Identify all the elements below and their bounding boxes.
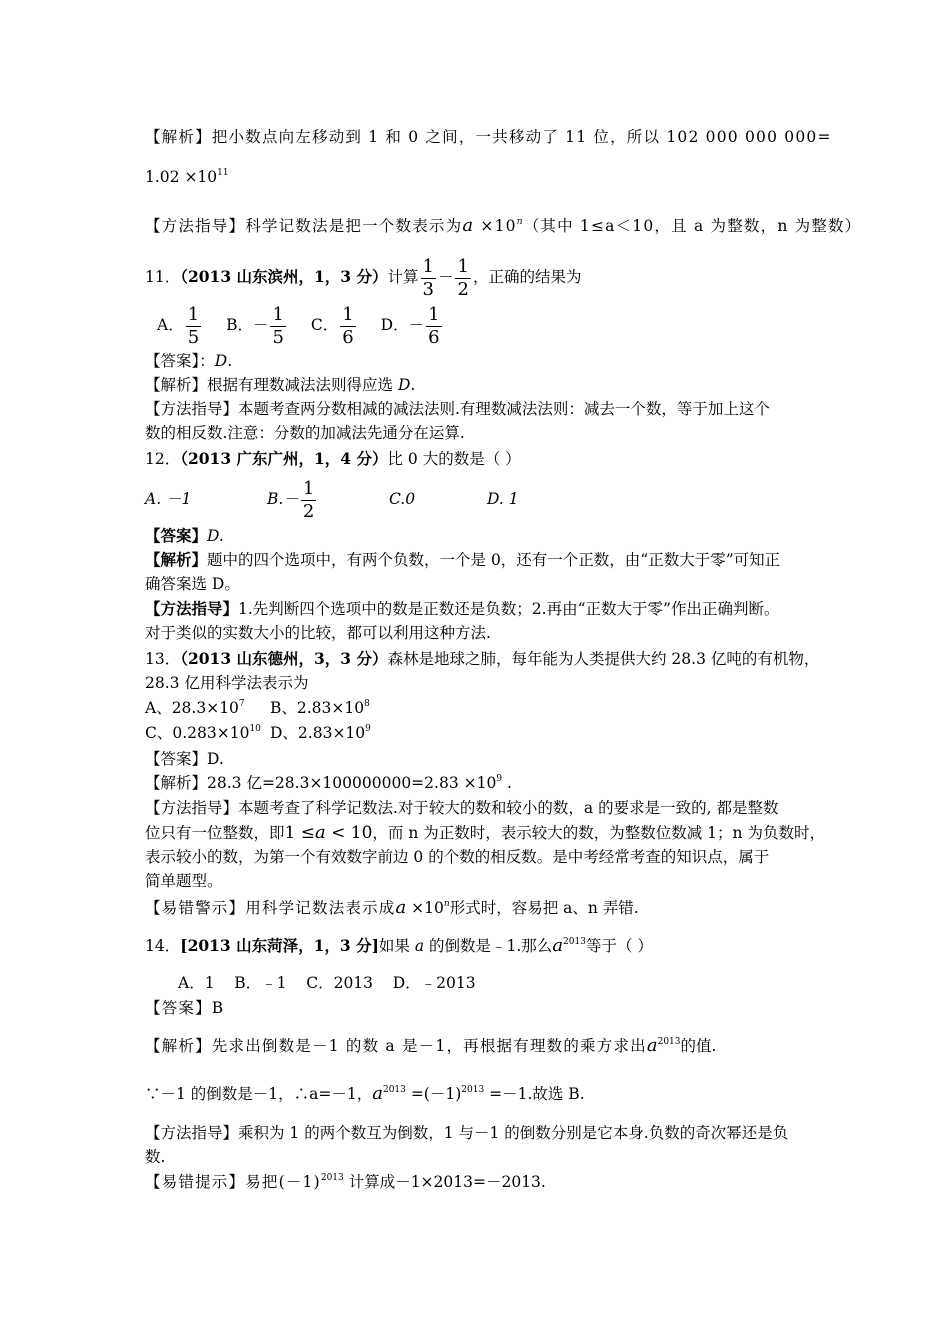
q11-method-2 xyxy=(145,422,465,444)
q13-option-b xyxy=(270,697,370,719)
q12-method-2 xyxy=(145,622,491,644)
q13-source: （2013 山东德州，3，3 分） xyxy=(180,649,388,668)
option-fraction xyxy=(301,478,316,523)
option-label: B.－ xyxy=(267,490,299,508)
method-line xyxy=(145,215,861,237)
q13-answer xyxy=(145,748,224,770)
method-text: 【方法指导】乘积为 1 的两个数互为倒数，1 与－1 的倒数分别是它本身.负数的奇次幂还是负 xyxy=(145,1124,789,1142)
q12-option-c: C.0 xyxy=(389,490,416,508)
q12-option-b xyxy=(267,476,389,523)
math-var-a: a xyxy=(646,1035,658,1056)
option-label: D．－ xyxy=(380,316,425,334)
option-label: A． xyxy=(157,316,184,334)
method-label: 【方法指导】 xyxy=(145,599,239,618)
q13-error-warning xyxy=(145,897,639,919)
method-condition: （其中 1≤a＜10，且 a 为整数，n 为整数） xyxy=(523,217,862,235)
q14-method-2 xyxy=(145,1146,165,1168)
q11-option-b xyxy=(226,303,288,349)
q13-options-ab xyxy=(145,697,370,719)
q13-stem-text: 28.3 亿用科学法表示为 xyxy=(145,674,309,692)
method-text: 【方法指导】本题考查两分数相减的减法法则.有理数减法法则：减去一个数，等于加上这个 xyxy=(145,400,770,418)
q12-options xyxy=(145,476,519,523)
q11-source: （2013 山东滨州，1，3 分） xyxy=(180,267,388,286)
numerator: 1 xyxy=(342,303,354,325)
q11-answer xyxy=(145,350,232,372)
q11-options xyxy=(157,303,444,349)
q14-answer xyxy=(145,997,224,1019)
method-text: 位只有一位整数，即 xyxy=(145,824,285,842)
q14-options xyxy=(178,972,476,994)
answer-text: 【答案】D. xyxy=(145,750,224,768)
analysis-period: . xyxy=(502,774,512,792)
fraction-one-half xyxy=(455,256,470,301)
analysis-line xyxy=(145,126,832,148)
denominator: 6 xyxy=(428,326,440,348)
math-exponent-n: n xyxy=(443,899,450,909)
answer-label: 【答案】 xyxy=(145,526,208,545)
option-text: C、0.283×10 xyxy=(145,724,250,742)
solution-text: =－1.故选 B. xyxy=(484,1085,585,1103)
math-times-ten: ×10 xyxy=(474,217,517,235)
q14-method-1 xyxy=(145,1122,788,1144)
numerator: 1 xyxy=(187,303,200,325)
q14-analysis xyxy=(145,1035,716,1057)
math-var-a: a xyxy=(314,822,326,843)
q13-option-d xyxy=(270,722,371,744)
math-var-a: a xyxy=(462,215,475,236)
denominator: 6 xyxy=(342,326,354,348)
q14-error-tip xyxy=(145,1171,546,1193)
answer-value: D xyxy=(214,352,228,370)
q13-method-3 xyxy=(145,846,769,868)
q13-method-1 xyxy=(145,797,778,819)
analysis-text: 的值. xyxy=(680,1037,717,1055)
option-fraction xyxy=(340,304,355,349)
option-label: C． xyxy=(310,316,339,334)
q12-option-a: A. －1 xyxy=(145,490,192,508)
q13-options-cd xyxy=(145,722,371,744)
option-exponent: 10 xyxy=(249,724,261,734)
numerator: 1 xyxy=(272,303,284,325)
answer-text: 【答案】B xyxy=(145,999,225,1017)
q13-method-2 xyxy=(145,822,825,844)
option-text: D、2.83×10 xyxy=(270,724,366,742)
denominator: 3 xyxy=(422,278,434,300)
method-text: 简单题型。 xyxy=(145,872,223,890)
math-exponent: 2013 xyxy=(563,937,586,947)
analysis-text: 确答案选 D。 xyxy=(145,575,240,593)
result-base: 1.02 ×10 xyxy=(145,168,218,186)
q14-solution xyxy=(145,1083,585,1105)
denominator: 5 xyxy=(272,326,284,348)
math-exponent: 9 xyxy=(496,774,503,784)
analysis-choice: D xyxy=(397,376,411,394)
q11-option-c xyxy=(311,303,358,349)
q14-stem-text: 如果 xyxy=(378,937,415,955)
q12-analysis-1 xyxy=(145,549,780,571)
math-exponent: 2013 xyxy=(320,1173,344,1183)
solution-text: ∵－1 的倒数是－1，∴a=－1， xyxy=(145,1085,373,1103)
math-var-a: a xyxy=(414,937,425,955)
q14-number: 14． xyxy=(145,937,181,955)
q12-analysis-2 xyxy=(145,573,240,595)
numerator: 1 xyxy=(422,255,434,277)
method-text: 数的相反数.注意：分数的加减法先通分在运算. xyxy=(145,424,465,442)
option-exponent: 9 xyxy=(365,724,371,734)
analysis-period: . xyxy=(410,376,416,394)
warning-text: 形式时，容易把 a、n 弄错. xyxy=(449,899,639,917)
analysis-text: 【解析】根据有理数减法法则得应选 xyxy=(145,376,398,394)
numerator: 1 xyxy=(457,255,469,277)
q13-method-4 xyxy=(145,870,223,892)
math-var-a: a xyxy=(372,1083,383,1104)
analysis-text: 【解析】先求出倒数是－1 的数 a 是－1，再根据有理数的乘方求出 xyxy=(145,1037,647,1055)
numerator: 1 xyxy=(428,303,440,325)
method-text: 【方法指导】本题考查了科学记数法.对于较大的数和较小的数，a 的要求是一致的, 都是整数 xyxy=(145,799,779,817)
answer-value: D. xyxy=(207,527,224,545)
q14-stem-text: 等于（ ） xyxy=(585,937,653,955)
q12-source: （2013 广东广州，1，4 分） xyxy=(180,449,388,468)
q11-calc-label: 计算 xyxy=(387,268,419,286)
q13-number: 13． xyxy=(145,650,181,668)
q11-option-a xyxy=(157,303,203,349)
tip-text: 【易错提示】易把(－1) xyxy=(145,1173,321,1191)
math-times-ten: ×10 xyxy=(458,774,497,792)
math-exponent-n: n xyxy=(516,217,524,227)
q11-option-d xyxy=(381,303,444,349)
result-exponent: 11 xyxy=(217,168,229,178)
option-label: B．－ xyxy=(226,316,269,334)
math-var-a: a xyxy=(552,935,564,956)
q12-stem-text: 比 0 大的数是（ ） xyxy=(387,450,521,468)
minus-sign: － xyxy=(437,268,454,286)
math-inequality: < 10 xyxy=(325,823,373,843)
denominator: 2 xyxy=(302,500,315,522)
q13-analysis xyxy=(145,772,512,794)
math-var-a: a xyxy=(395,897,407,918)
q11-method-1 xyxy=(145,398,770,420)
option-exponent: 8 xyxy=(364,699,370,709)
math-exponent: 2013 xyxy=(382,1085,406,1095)
q11-analysis xyxy=(145,374,415,396)
analysis-text: 题中的四个选项中，有两个负数，一个是 0，还有一个正数，由“正数大于零”可知正 xyxy=(207,551,781,569)
answer-period: . xyxy=(227,352,233,370)
method-text: 对于类似的实数大小的比较，都可以利用这种方法. xyxy=(145,624,491,642)
q12-stem xyxy=(145,448,521,470)
analysis-label: 【解析】 xyxy=(145,550,208,569)
analysis-text: 【解析】把小数点向左移动到 1 和 0 之间，一共移动了 11 位，所以 102 000 000 000= xyxy=(145,128,832,146)
q12-option-d: D. 1 xyxy=(487,490,519,508)
method-text: 数. xyxy=(145,1148,166,1166)
solution-text: =(－1) xyxy=(405,1085,462,1103)
analysis-text: 【解析】28.3 亿=28.3×100000000=2.83 xyxy=(145,774,459,792)
q11-number: 11． xyxy=(145,268,181,286)
q13-option-c xyxy=(145,722,270,744)
denominator: 5 xyxy=(187,326,200,348)
numerator: 1 xyxy=(302,477,315,499)
option-text: B、2.83×10 xyxy=(270,699,365,717)
method-text: 【方法指导】科学记数法是把一个数表示为 xyxy=(145,217,463,235)
q12-method-1 xyxy=(145,598,779,620)
q14-source: [2013 山东菏泽，1，3 分] xyxy=(180,936,379,955)
denominator: 2 xyxy=(457,278,469,300)
fraction-one-third xyxy=(421,256,436,301)
method-text: 表示较小的数，为第一个有效数字前边 0 的个数的相反数。是中考经常考查的知识点，属于 xyxy=(145,848,770,866)
math-exponent: 2013 xyxy=(657,1037,681,1047)
math-exponent: 2013 xyxy=(461,1085,485,1095)
math-times-ten: ×10 xyxy=(406,899,444,917)
option-fraction xyxy=(270,304,285,349)
option-fraction xyxy=(186,304,201,349)
q12-number: 12． xyxy=(145,450,181,468)
q13-stem-text: 森林是地球之肺，每年能为人类提供大约 28.3 亿吨的有机物， xyxy=(387,650,820,668)
option-fraction xyxy=(426,304,441,349)
q13-stem-2 xyxy=(145,672,308,694)
method-text: 1.先判断四个选项中的数是正数还是负数；2.再由“正数大于零”作出正确判断。 xyxy=(238,600,780,618)
math-inequality: 1 ≤ xyxy=(284,823,315,843)
result-line xyxy=(145,166,229,188)
method-text: ，而 n 为正数时，表示较大的数，为整数位数减 1；n 为负数时， xyxy=(372,824,825,842)
q14-options-text: A．1 B．﹣1 C．2013 D．﹣2013 xyxy=(178,974,476,992)
option-text: A、28.3×10 xyxy=(145,699,239,717)
q13-stem-1 xyxy=(145,648,819,670)
q14-stem-text: 的倒数是﹣1.那么 xyxy=(424,937,553,955)
q14-stem xyxy=(145,935,653,957)
answer-label: 【答案】： xyxy=(145,352,215,370)
option-exponent: 7 xyxy=(238,699,245,709)
q12-answer xyxy=(145,525,224,547)
warning-text: 【易错警示】用科学记数法表示成 xyxy=(145,899,396,917)
q13-option-a xyxy=(145,697,270,719)
q11-stem xyxy=(145,255,581,301)
q11-tail: ，正确的结果为 xyxy=(472,268,582,286)
tip-text: 计算成－1×2013=－2013. xyxy=(343,1173,546,1191)
